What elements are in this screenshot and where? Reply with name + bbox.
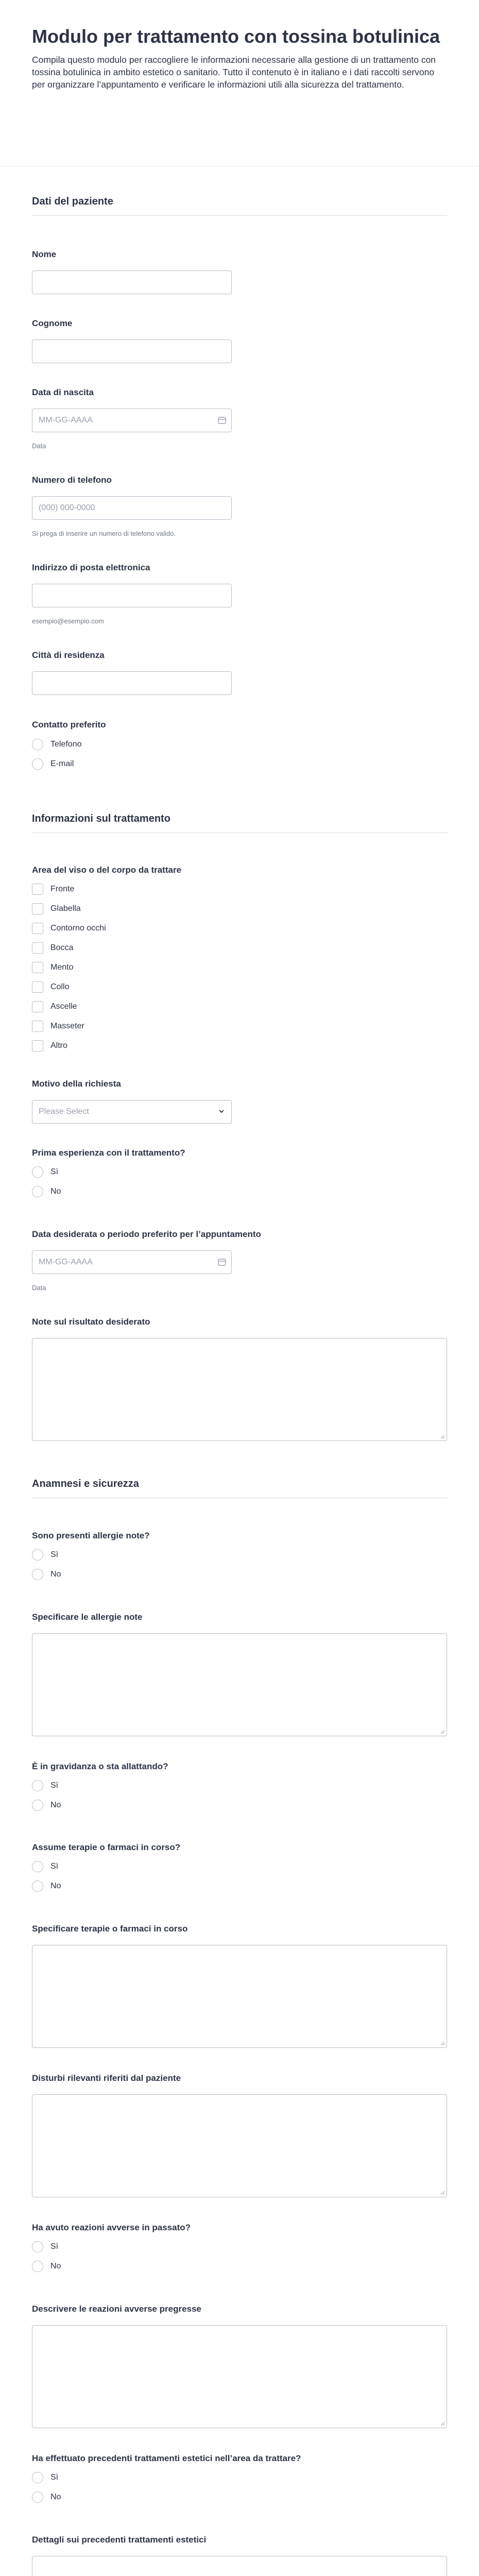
resize-grip-icon[interactable] — [440, 2190, 445, 2195]
nome-label: Nome — [32, 249, 57, 259]
radio-option-label: No — [50, 2262, 61, 2270]
therapy-spec-label: Specificare terapie o farmaci in corso — [32, 1924, 188, 1934]
checkbox-option-label: Bocca — [50, 943, 74, 952]
therapy-spec-textarea[interactable] — [32, 1945, 447, 2048]
checkbox-option-label: Ascelle — [50, 1002, 77, 1011]
checkbox-option-label: Glabella — [50, 904, 81, 913]
radio-button[interactable] — [32, 1569, 43, 1580]
appointment-date-input[interactable] — [32, 1250, 232, 1274]
therapy-label: Assume terapie o farmaci in corso? — [32, 1842, 181, 1852]
resize-grip-icon[interactable] — [440, 1434, 445, 1439]
checkbox[interactable] — [32, 1001, 43, 1012]
radio-button[interactable] — [32, 1861, 43, 1872]
reason-label: Motivo della richiesta — [32, 1079, 121, 1089]
checkbox-option-label: Altro — [50, 1041, 67, 1050]
city-label: Città di residenza — [32, 650, 105, 660]
cognome-label: Cognome — [32, 318, 73, 328]
nome-input[interactable] — [32, 270, 232, 294]
appointment-date-label: Data desiderata o periodo preferito per l’appuntamento — [32, 1229, 261, 1239]
reason-select-value: Please Select — [39, 1107, 89, 1116]
disorders-textarea[interactable] — [32, 2094, 447, 2197]
reason-select[interactable] — [32, 1100, 232, 1124]
dob-label: Data di nascita — [32, 387, 94, 397]
radio-button[interactable] — [32, 1780, 43, 1791]
phone-input[interactable] — [32, 496, 232, 520]
contact-label: Contatto preferito — [32, 720, 106, 730]
dob-placeholder: MM-GG-AAAA — [39, 416, 93, 425]
checkbox[interactable] — [32, 981, 43, 993]
pregnant-label: È in gravidanza o sta allattando? — [32, 1761, 168, 1771]
checkbox[interactable] — [32, 942, 43, 954]
allergy-label: Sono presenti allergie note? — [32, 1531, 150, 1540]
disorders-label: Disturbi rilevanti riferiti dal paziente — [32, 2073, 181, 2083]
section-title-patient: Dati del paziente — [32, 196, 113, 207]
allergy-spec-textarea[interactable] — [32, 1633, 447, 1736]
radio-option-label: E-mail — [50, 759, 74, 768]
section-divider — [32, 215, 447, 216]
adverse-label: Ha avuto reazioni avverse in passato? — [32, 2223, 191, 2232]
radio-button[interactable] — [32, 2241, 43, 2252]
checkbox[interactable] — [32, 962, 43, 973]
area-label: Area del viso o del corpo da trattare — [32, 865, 182, 875]
city-input[interactable] — [32, 671, 232, 695]
dob-input[interactable] — [32, 409, 232, 432]
checkbox[interactable] — [32, 1021, 43, 1032]
checkbox[interactable] — [32, 903, 43, 914]
radio-option-label: No — [50, 1570, 61, 1579]
previous-label: Ha effettuato precedenti trattamenti estetici nell’area da trattare? — [32, 2453, 301, 2463]
allergy-spec-label: Specificare le allergie note — [32, 1612, 143, 1622]
notes-textarea[interactable] — [32, 1338, 447, 1441]
appointment-date-sublabel: Data — [32, 1284, 46, 1292]
radio-option-label: Sì — [50, 1167, 59, 1176]
resize-grip-icon[interactable] — [440, 2421, 445, 2426]
phone-label: Numero di telefono — [32, 475, 112, 485]
radio-button[interactable] — [32, 1880, 43, 1892]
checkbox[interactable] — [32, 1040, 43, 1052]
radio-option-label: Sì — [50, 1550, 59, 1559]
previous-details-label: Dettagli sui precedenti trattamenti estetici — [32, 2535, 207, 2545]
radio-option-label: Sì — [50, 2473, 59, 2482]
checkbox[interactable] — [32, 923, 43, 934]
radio-button[interactable] — [32, 739, 43, 750]
checkbox[interactable] — [32, 884, 43, 895]
radio-option-label: Sì — [50, 2242, 59, 2251]
radio-button[interactable] — [32, 1186, 43, 1197]
radio-button[interactable] — [32, 758, 43, 770]
appointment-date-placeholder: MM-GG-AAAA — [39, 1258, 93, 1266]
radio-option-label: No — [50, 1882, 61, 1890]
checkbox-option-label: Masseter — [50, 1022, 84, 1030]
checkbox-option-label: Mento — [50, 963, 74, 972]
radio-button[interactable] — [32, 1166, 43, 1178]
radio-button[interactable] — [32, 2492, 43, 2503]
adverse-desc-textarea[interactable] — [32, 2325, 447, 2428]
section-title-anamnesis: Anamnesi e sicurezza — [32, 1478, 139, 1489]
radio-option-label: No — [50, 1187, 61, 1196]
section-title-treatment: Informazioni sul trattamento — [32, 813, 170, 824]
form-title: Modulo per trattamento con tossina botulinica — [32, 26, 440, 47]
notes-label: Note sul risultato desiderato — [32, 1317, 150, 1327]
radio-option-label: Sì — [50, 1862, 59, 1871]
email-label: Indirizzo di posta elettronica — [32, 563, 150, 572]
radio-button[interactable] — [32, 2261, 43, 2272]
email-sublabel: esempio@esempio.com — [32, 617, 104, 625]
email-input[interactable] — [32, 584, 232, 607]
chevron-down-icon — [218, 1108, 225, 1115]
phone-placeholder: (000) 000-0000 — [39, 503, 95, 512]
calendar-icon[interactable] — [218, 416, 226, 424]
adverse-desc-label: Descrivere le reazioni avverse pregresse — [32, 2304, 201, 2314]
dob-sublabel: Data — [32, 442, 46, 450]
radio-option-label: Telefono — [50, 740, 82, 749]
radio-button[interactable] — [32, 2472, 43, 2483]
resize-grip-icon[interactable] — [440, 1729, 445, 1734]
form-header — [32, 25, 444, 91]
radio-option-label: No — [50, 2493, 61, 2501]
resize-grip-icon[interactable] — [440, 2041, 445, 2046]
cognome-input[interactable] — [32, 340, 232, 363]
calendar-icon[interactable] — [218, 1258, 226, 1266]
checkbox-option-label: Fronte — [50, 885, 75, 893]
first-time-label: Prima esperienza con il trattamento? — [32, 1148, 185, 1158]
radio-option-label: No — [50, 1801, 61, 1809]
radio-option-label: Sì — [50, 1781, 59, 1790]
radio-button[interactable] — [32, 1549, 43, 1561]
checkbox-option-label: Collo — [50, 982, 70, 991]
form-description: Compila questo modulo per raccogliere le informazioni necessarie alla gestione di un trattamento con tossina botulinica in ambito estetico o sanitario. Tutto il contenuto è in italiano e i dati raccolti servono per organizzare l’appuntamento e verificare le informazioni utili alla sicurezza del trattamento. — [32, 55, 436, 90]
phone-sublabel: Si prega di inserire un numero di telefono valido. — [32, 530, 176, 537]
checkbox-option-label: Contorno occhi — [50, 924, 106, 933]
previous-details-textarea[interactable] — [32, 2556, 447, 2576]
radio-button[interactable] — [32, 1800, 43, 1811]
